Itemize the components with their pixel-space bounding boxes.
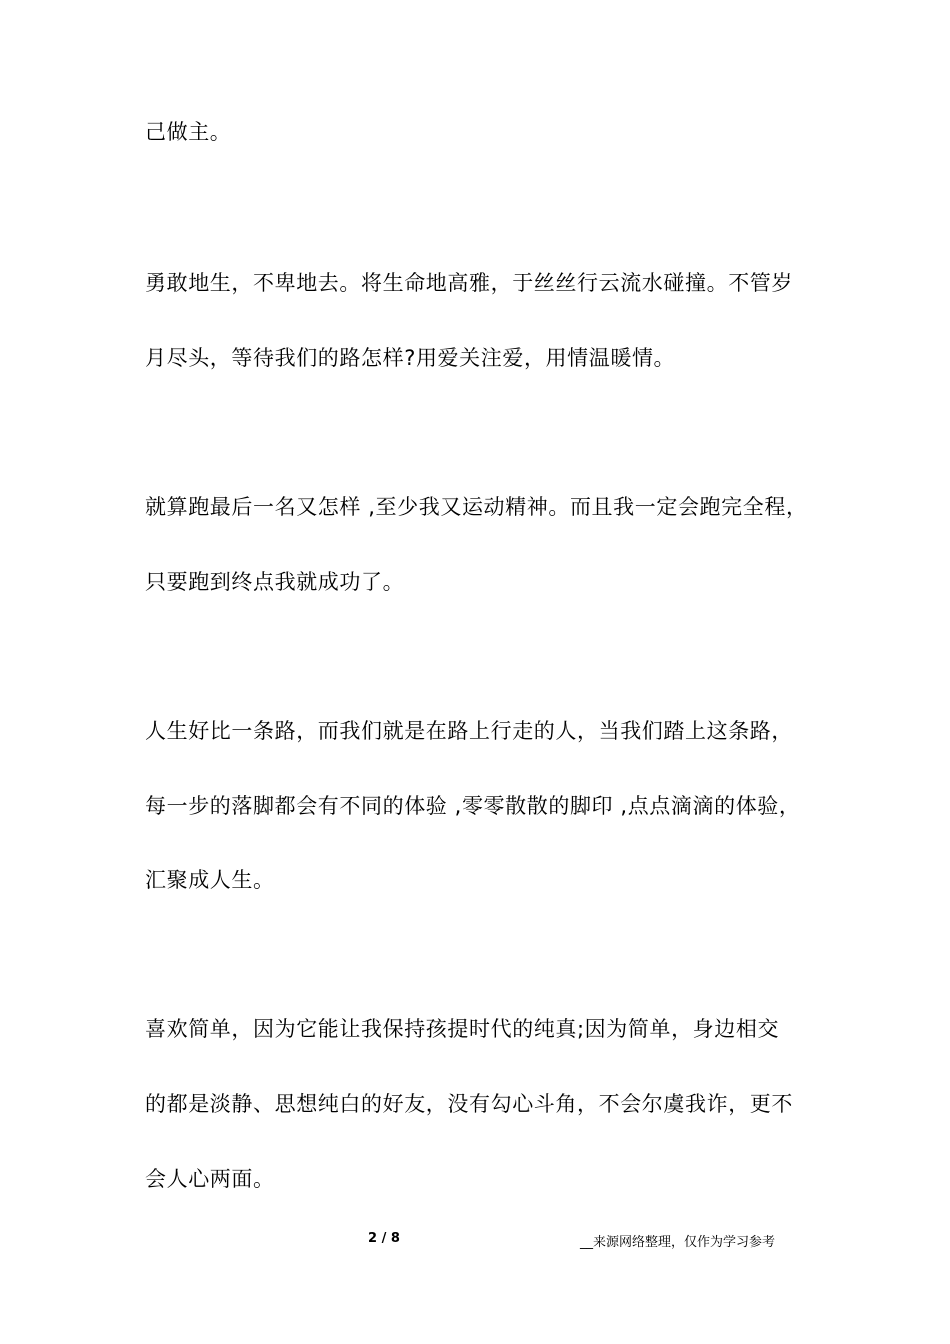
paragraph-2-line-1: 勇敢地生，不卑地去。将生命地高雅，于丝丝行云流水碰撞。不管岁 [145,271,793,295]
paragraph-1-line-1: 己做主。 [145,120,232,144]
paragraph-4-line-3: 汇聚成人生。 [145,868,275,892]
paragraph-2-line-2: 月尽头，等待我们的路怎样?用爱关注爱，用情温暖情。 [145,346,676,370]
paragraph-5-line-3: 会人心两面。 [145,1167,275,1191]
paragraph-5-line-1: 喜欢简单，因为它能让我保持孩提时代的纯真;因为简单，身边相交 [145,1017,780,1041]
paragraph-4-line-2: 每一步的落脚都会有不同的体验 ,零零散散的脚印 ,点点滴滴的体验， [145,794,801,818]
paragraph-3-line-2: 只要跑到终点我就成功了。 [145,570,405,594]
paragraph-4-line-1: 人生好比一条路，而我们就是在路上行走的人，当我们踏上这条路， [145,719,793,743]
source-note: __来源网络整理，仅作为学习参考 [580,1235,776,1250]
page-number: 2 / 8 [368,1231,400,1246]
paragraph-5-line-2: 的都是淡静、思想纯白的好友，没有勾心斗角，不会尔虞我诈，更不 [145,1092,793,1116]
paragraph-3-line-1: 就算跑最后一名又怎样 ,至少我又运动精神。而且我一定会跑完全程， [145,495,808,519]
